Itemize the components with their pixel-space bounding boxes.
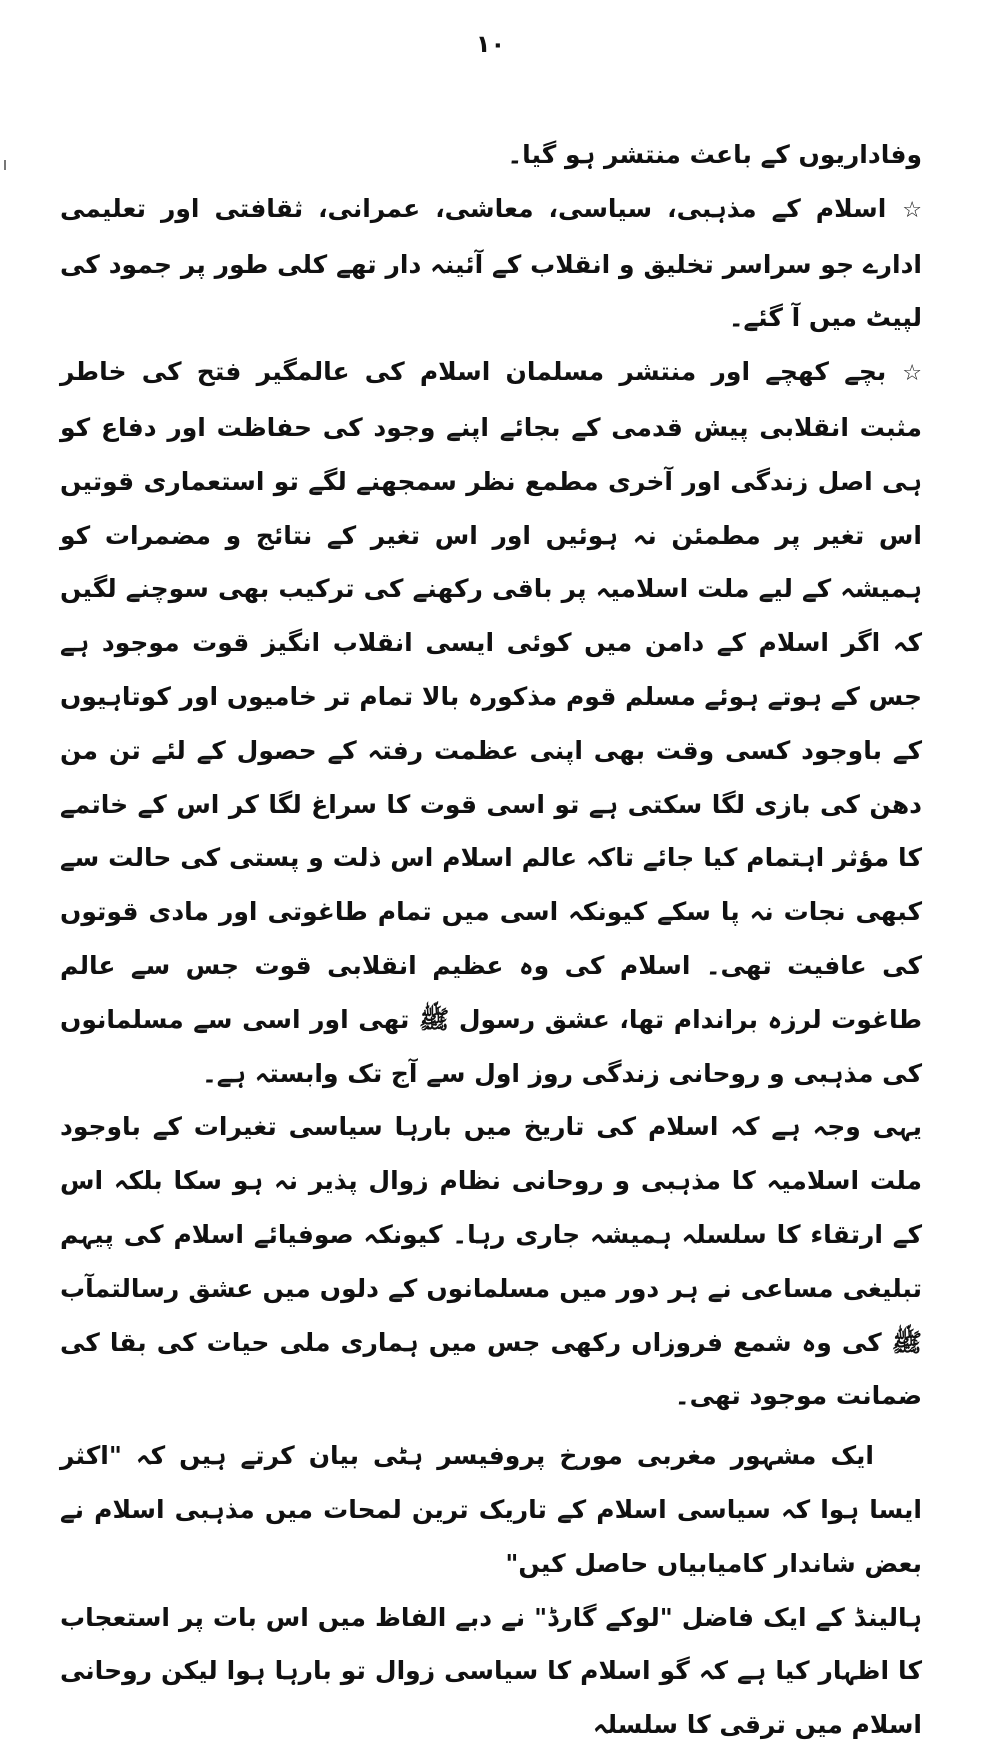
star-bullet-icon: ☆ — [902, 361, 922, 387]
page-number: ۱۰ — [475, 30, 506, 58]
paragraph-2 — [60, 182, 922, 345]
paragraph-3-text: بچے کھچے اور منتشر مسلمان اسلام کی عالمگیر فتح کی خاطر مثبت انقلابی پیش قدمی کے بجائے اپنے وجود کی حفاظت اور دفاع کو ہی اصل زندگی اور آخری مطمع نظر سمجھنے لگے تو استعماری قوتیں اس تغیر پر مطمئن نہ ہوئیں اور اس تغیر کے نتائج و مضمرات کو ہمیشہ کے لیے ملت اسلامیہ پر باقی رکھنے کی ترکیب بھی سوچنے لگیں کہ اگر اسلام کے دامن میں کوئی ایسی انقلاب انگیز قوت موجود ہے جس کے ہوتے ہوئے مسلم قوم مذکورہ بالا تمام تر خامیوں اور کوتاہیوں کے باوجود کسی وقت بھی اپنی عظمت رفتہ کے حصول کے لئے تن من دھن کی بازی لگا سکتی ہے تو اسی قوت کا سراغ لگا کر اس کے خاتمے کا مؤثر اہتمام کیا جائے تاکہ عالم اسلام اس ذلت و پستی کی حالت سے کبھی نجات نہ پا سکے کیونکہ اسی میں تمام طاغوتی اور مادی قوتوں کی عافیت تھی۔ اسلام کی وہ عظیم انقلابی قوت جس سے عالم طاغوت لرزہ براندام تھا، عشق رسول ﷺ تھی اور اسی سے مسلمانوں کی مذہبی و روحانی زندگی روز اول سے آج تک وابستہ ہے۔ — [60, 357, 922, 1088]
paragraph-2-text: اسلام کے مذہبی، سیاسی، معاشی، عمرانی، ثقافتی اور تعلیمی ادارے جو سراسر تخلیق و انقلاب کے آئینہ دار تھے کلی طور پر جمود کی لپیٹ میں آ گئے۔ — [60, 193, 922, 333]
paragraph-3 — [60, 345, 922, 1100]
scan-edge-mark — [4, 160, 6, 170]
star-bullet-icon: ☆ — [902, 197, 922, 223]
paragraph-6 — [60, 1591, 922, 1752]
page-text-body — [60, 128, 922, 1752]
paragraph-5 — [60, 1429, 922, 1590]
paragraph-5-text: ایک مشہور مغربی مورخ پروفیسر ہٹی بیان کرتے ہیں کہ "اکثر ایسا ہوا کہ سیاسی اسلام کے تاریک ترین لمحات میں مذہبی اسلام نے بعض شاندار کامیابیاں حاصل کیں" — [60, 1441, 922, 1578]
paragraph-1 — [60, 128, 922, 182]
paragraph-4 — [60, 1100, 922, 1423]
paragraph-1-text: وفاداریوں کے باعث منتشر ہو گیا۔ — [507, 140, 922, 169]
paragraph-4-text: یہی وجہ ہے کہ اسلام کی تاریخ میں بارہا سیاسی تغیرات کے باوجود ملت اسلامیہ کا مذہبی و روحانی نظام زوال پذیر نہ ہو سکا بلکہ اس کے ارتقاء کا سلسلہ ہمیشہ جاری رہا۔ کیونکہ صوفیائے اسلام کی پیہم تبلیغی مساعی نے ہر دور میں مسلمانوں کے دلوں میں عشق رسالتمآب ﷺ کی وہ شمع فروزاں رکھی جس میں ہماری ملی حیات کی بقا کی ضمانت موجود تھی۔ — [60, 1112, 922, 1411]
paragraph-6-text: ہالینڈ کے ایک فاضل "لوکے گارڈ" نے دبے الفاظ میں اس بات پر استعجاب کا اظہار کیا ہے کہ گو اسلام کا سیاسی زوال تو بارہا ہوا لیکن روحانی اسلام میں ترقی کا سلسلہ — [60, 1602, 922, 1740]
